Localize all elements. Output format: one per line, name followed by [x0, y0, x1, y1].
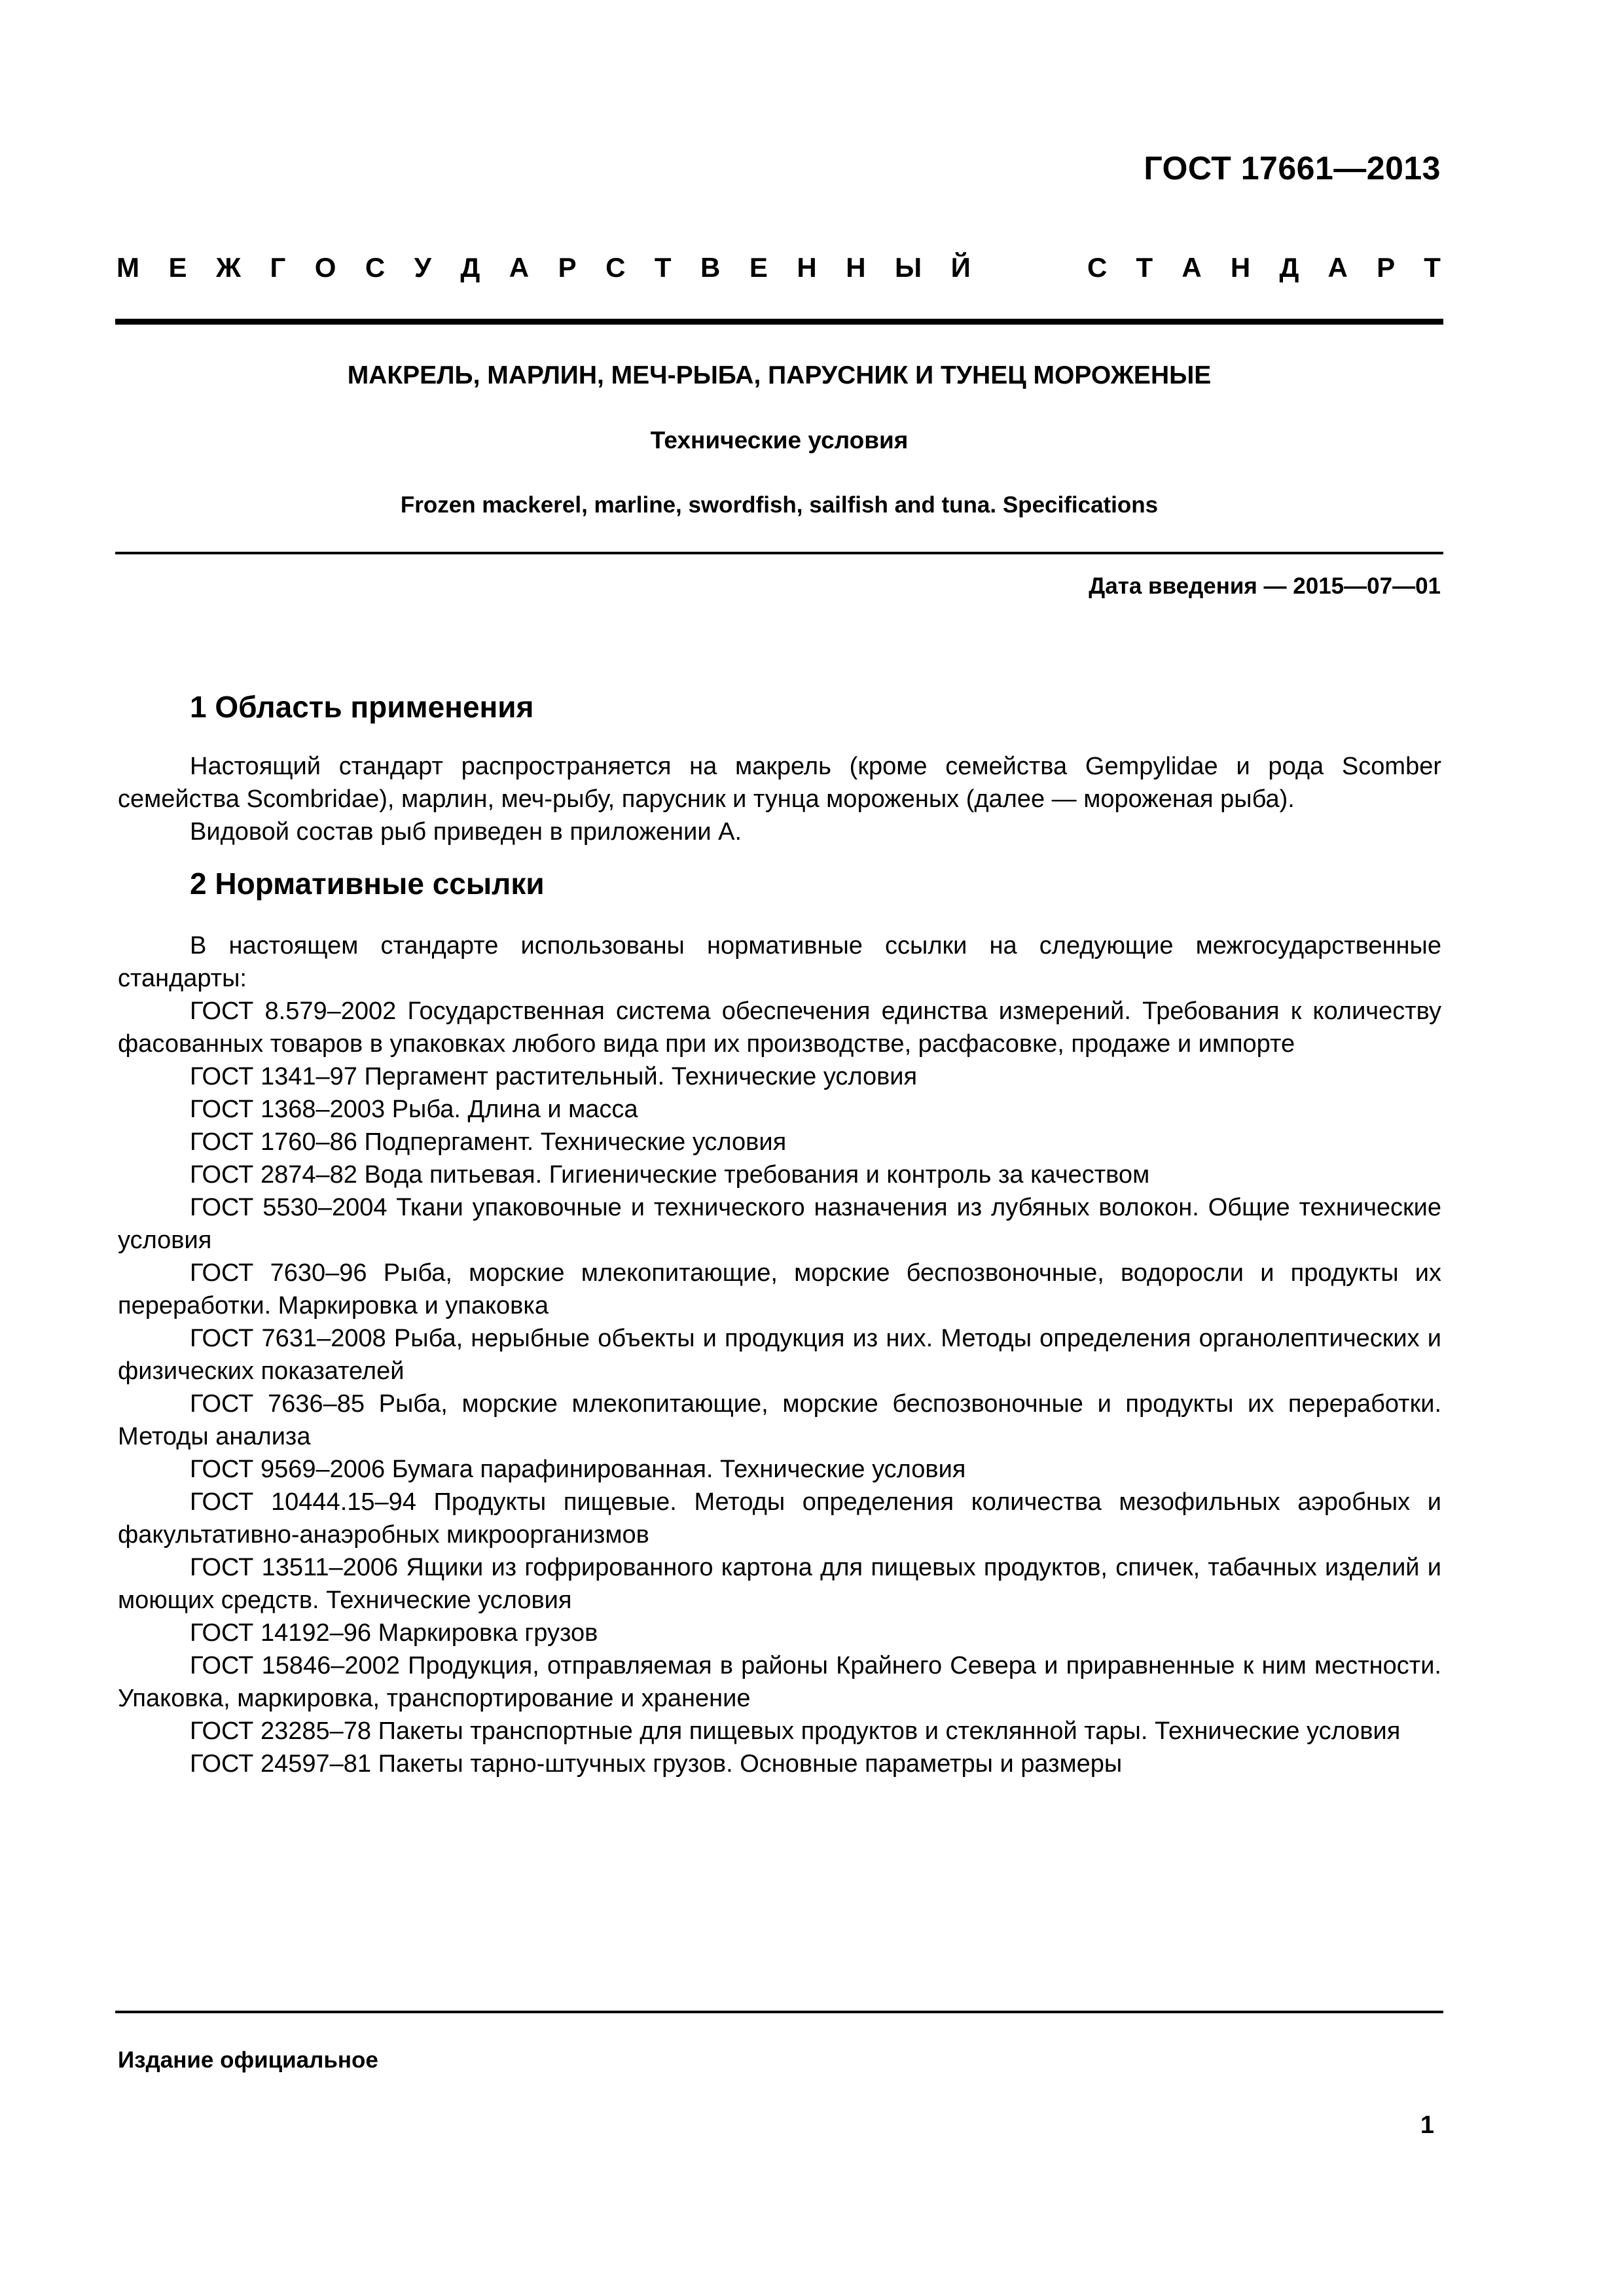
banner-letter: Ж — [215, 252, 241, 283]
reference-item: ГОСТ 13511–2006 Ящики из гофрированного картона для пищевых продуктов, спичек, табачных изделий и моющих средств. Технические условия — [118, 1554, 1441, 1614]
banner-letter: О — [314, 252, 336, 283]
page-number: 1 — [1420, 2111, 1434, 2139]
banner-letter: В — [700, 252, 721, 283]
banner-letter: Н — [797, 252, 817, 283]
reference-item: ГОСТ 14192–96 Маркировка грузов — [190, 1619, 598, 1647]
banner-word-standard — [1087, 254, 1441, 281]
banner-letter: Н — [1230, 252, 1251, 283]
reference-item: ГОСТ 23285–78 Пакеты транспортные для пищевых продуктов и стеклянной тары. Технические условия — [190, 1717, 1401, 1745]
header-divider — [115, 319, 1443, 325]
banner-letter: Р — [558, 252, 577, 283]
banner-letter: С — [365, 252, 386, 283]
banner-letter: Д — [460, 252, 480, 283]
reference-item: ГОСТ 5530–2004 Ткани упаковочные и технического назначения из лубяных волокон. Общие технические условия — [118, 1194, 1441, 1254]
paragraph: В настоящем стандарте использованы нормативные ссылки на следующие межгосударственные стандарты: — [118, 932, 1441, 992]
reference-item: ГОСТ 24597–81 Пакеты тарно-штучных грузов. Основные параметры и размеры — [190, 1750, 1123, 1778]
document-title: МАКРЕЛЬ, МАРЛИН, МЕЧ-РЫБА, ПАРУСНИК И ТУНЕЦ МОРОЖЕНЫЕ — [347, 361, 1212, 389]
banner-letter: А — [509, 252, 530, 283]
section-heading-references: 2 Нормативные ссылки — [190, 867, 545, 901]
banner-letter: Т — [1424, 252, 1441, 283]
document-subtitle: Технические условия — [650, 427, 909, 454]
footer-divider — [115, 2011, 1443, 2013]
banner-word-interstate — [117, 254, 971, 281]
reference-item: ГОСТ 8.579–2002 Государственная система обеспечения единства измерений. Требования к количеству фасованных товаров в упаковках любого вида при их производстве, расфасовке, продаже и импорте — [118, 997, 1441, 1058]
banner-letter: С — [1087, 252, 1108, 283]
banner-letter: Р — [1377, 252, 1396, 283]
banner-letter: Ы — [895, 252, 922, 283]
title-divider — [115, 552, 1443, 554]
reference-item: ГОСТ 7636–85 Рыба, морские млекопитающие, морские беспозвоночные и продукты их переработки. Методы анализа — [118, 1390, 1441, 1450]
banner-letter: Е — [749, 252, 768, 283]
banner-letter: Г — [270, 252, 286, 283]
banner-letter: Й — [950, 252, 971, 283]
reference-item: ГОСТ 2874–82 Вода питьевая. Гигиенические требования и контроль за качеством — [190, 1161, 1150, 1189]
edition-note: Издание официальное — [118, 2047, 378, 2073]
introduction-date: Дата введения — 2015—07—01 — [1089, 573, 1441, 599]
paragraph: Настоящий стандарт распространяется на макрель (кроме семейства Gempylidae и рода Scomber семейства Scombridae), марлин, меч-рыбу, парусник и тунца мороженых (далее — мороженая рыба). — [118, 753, 1441, 813]
banner-letter: А — [1327, 252, 1348, 283]
standard-banner — [117, 254, 1441, 281]
document-title-english: Frozen mackerel, marline, swordfish, sailfish and tuna. Specifications — [400, 492, 1159, 518]
section-heading-scope: 1 Область применения — [190, 690, 534, 724]
banner-letter: Н — [846, 252, 866, 283]
reference-item: ГОСТ 1368–2003 Рыба. Длина и масса — [190, 1096, 638, 1123]
banner-letter: М — [117, 252, 139, 283]
banner-letter: Т — [654, 252, 672, 283]
reference-item: ГОСТ 1341–97 Пергамент растительный. Технические условия — [190, 1063, 918, 1090]
document-body — [118, 687, 1441, 1780]
banner-letter: Т — [1136, 252, 1153, 283]
banner-letter: С — [605, 252, 626, 283]
banner-letter: Е — [168, 252, 187, 283]
paragraph: Видовой состав рыб приведен в приложении А. — [190, 818, 742, 846]
reference-item: ГОСТ 7630–96 Рыба, морские млекопитающие, морские беспозвоночные, водоросли и продукты их переработки. Маркировка и упаковка — [118, 1259, 1441, 1319]
reference-item: ГОСТ 9569–2006 Бумага парафинированная. Технические условия — [190, 1456, 966, 1483]
reference-item: ГОСТ 10444.15–94 Продукты пищевые. Методы определения количества мезофильных аэробных и факультативно-анаэробных микроорганизмов — [118, 1488, 1441, 1549]
banner-letter: У — [414, 252, 431, 283]
reference-item: ГОСТ 15846–2002 Продукция, отправляемая в районы Крайнего Севера и приравненные к ним местности. Упаковка, маркировка, транспортирование и хранение — [118, 1652, 1441, 1712]
reference-item: ГОСТ 7631–2008 Рыба, нерыбные объекты и продукция из них. Методы определения органолептических и физических показателей — [118, 1325, 1441, 1385]
reference-item: ГОСТ 1760–86 Подпергамент. Технические условия — [190, 1128, 787, 1156]
doc-number: ГОСТ 17661—2013 — [1144, 150, 1441, 187]
banner-letter: А — [1182, 252, 1202, 283]
banner-letter: Д — [1279, 252, 1299, 283]
